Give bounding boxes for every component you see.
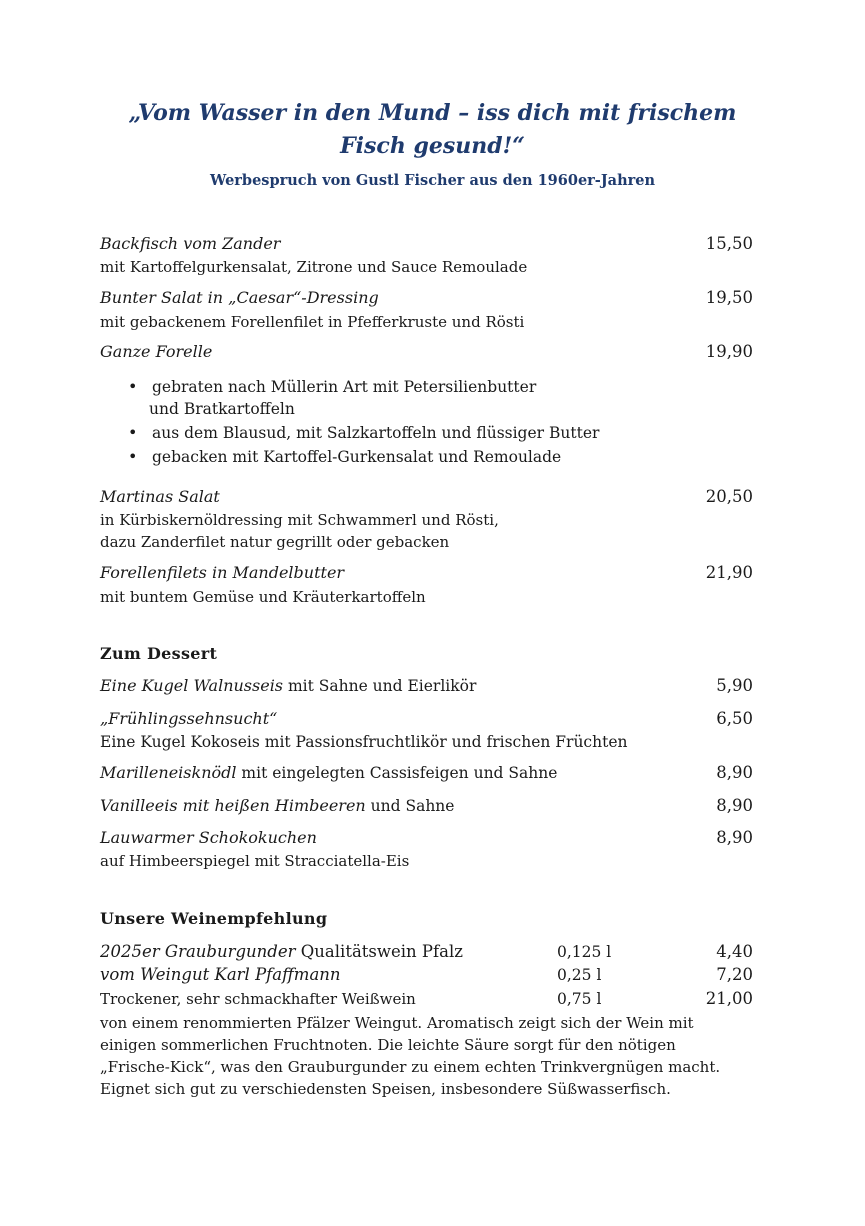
dessert-price: 8,90 (716, 763, 753, 782)
wine-heading: Unsere Weinempfehlung (100, 909, 328, 928)
dish-desc-martina-1: in Kürbiskernöldressing mit Schwammerl und Rösti, (100, 511, 499, 529)
dessert-heading: Zum Dessert (100, 644, 218, 663)
slogan-quote (100, 97, 765, 163)
dessert-price: 8,90 (716, 796, 753, 815)
bullet-icon: • (128, 377, 138, 396)
wine-volume: 0,75 l (557, 990, 602, 1008)
dish-name-forelle: Ganze Forelle (100, 342, 213, 361)
wine-desc-3: „Frische-Kick“, was den Grauburgunder zu einem echten Trinkvergnügen macht. (100, 1058, 721, 1076)
wine-desc-2: einigen sommerlichen Fruchtnoten. Die leichte Säure sorgt für den nötigen (100, 1036, 676, 1054)
wine-price: 21,00 (705, 989, 753, 1008)
dish-price-salat: 19,50 (705, 288, 753, 307)
wine-name (100, 941, 463, 963)
wine-price: 4,40 (716, 942, 753, 961)
dessert-detail: und Sahne (365, 797, 455, 815)
forelle-option: gebraten nach Müllerin Art mit Petersilienbutter (152, 378, 537, 396)
dessert-name: Marilleneisknödl (100, 763, 237, 782)
slogan-attribution: Werbespruch von Gustl Fischer aus den 1960er-Jahren (209, 172, 656, 189)
dessert-price: 8,90 (716, 828, 753, 847)
wine-name-italic: 2025er Grauburgunder (100, 942, 296, 961)
dessert-detail: mit Sahne und Eierlikör (283, 677, 477, 695)
dessert-desc: Eine Kugel Kokoseis mit Passionsfruchtlikör und frischen Früchten (100, 733, 628, 751)
dish-desc-martina-2: dazu Zanderfilet natur gegrillt oder gebacken (100, 533, 450, 551)
slogan-line-2: Fisch gesund!“ (340, 133, 525, 159)
dessert-item (100, 675, 476, 697)
dessert-price: 6,50 (716, 709, 753, 728)
dish-desc-backfisch: mit Kartoffelgurkensalat, Zitrone und Sauce Remoulade (100, 258, 528, 276)
bullet-icon: • (128, 447, 138, 466)
dessert-name: Lauwarmer Schokokuchen (100, 828, 317, 847)
wine-price: 7,20 (716, 965, 753, 984)
wine-volume: 0,25 l (557, 966, 602, 984)
dessert-price: 5,90 (716, 676, 753, 695)
dish-name-filets: Forellenfilets in Mandelbutter (100, 563, 345, 582)
slogan-line-1: „Vom Wasser in den Mund – iss dich mit frischem (128, 100, 737, 126)
dessert-detail: mit eingelegten Cassisfeigen und Sahne (236, 764, 558, 782)
wine-winery: vom Weingut Karl Pfaffmann (100, 965, 341, 984)
wine-name-rest: Qualitätswein Pfalz (295, 942, 463, 961)
wine-style: Trockener, sehr schmackhafter Weißwein (100, 990, 416, 1008)
forelle-option: gebacken mit Kartoffel-Gurkensalat und Remoulade (152, 448, 562, 466)
dish-price-martina: 20,50 (705, 487, 753, 506)
dish-name-backfisch: Backfisch vom Zander (100, 234, 281, 253)
dish-price-filets: 21,90 (705, 563, 753, 582)
forelle-option: aus dem Blausud, mit Salzkartoffeln und flüssiger Butter (152, 424, 600, 442)
wine-volume: 0,125 l (557, 943, 612, 961)
bullet-icon: • (128, 423, 138, 442)
dish-name-salat: Bunter Salat in „Caesar“-Dressing (100, 288, 379, 307)
dish-desc-salat: mit gebackenem Forellenfilet in Pfefferkruste und Rösti (100, 313, 525, 331)
dessert-name: Eine Kugel Walnusseis (100, 676, 284, 695)
dessert-item (100, 762, 557, 784)
dessert-desc: auf Himbeerspiegel mit Stracciatella-Eis (100, 852, 410, 870)
wine-desc-1: von einem renommierten Pfälzer Weingut. Aromatisch zeigt sich der Wein mit (100, 1014, 694, 1032)
dessert-name: „Frühlingssehnsucht“ (100, 709, 278, 728)
wine-desc-4: Eignet sich gut zu verschiedensten Speisen, insbesondere Süßwasserfisch. (100, 1080, 671, 1098)
forelle-option-continued: und Bratkartoffeln (149, 400, 295, 418)
dish-name-martina: Martinas Salat (100, 487, 220, 506)
dish-price-forelle: 19,90 (705, 342, 753, 361)
dessert-name: Vanilleeis mit heißen Himbeeren (100, 796, 366, 815)
dish-desc-filets: mit buntem Gemüse und Kräuterkartoffeln (100, 588, 426, 606)
dessert-item (100, 795, 454, 817)
dish-price-backfisch: 15,50 (705, 234, 753, 253)
